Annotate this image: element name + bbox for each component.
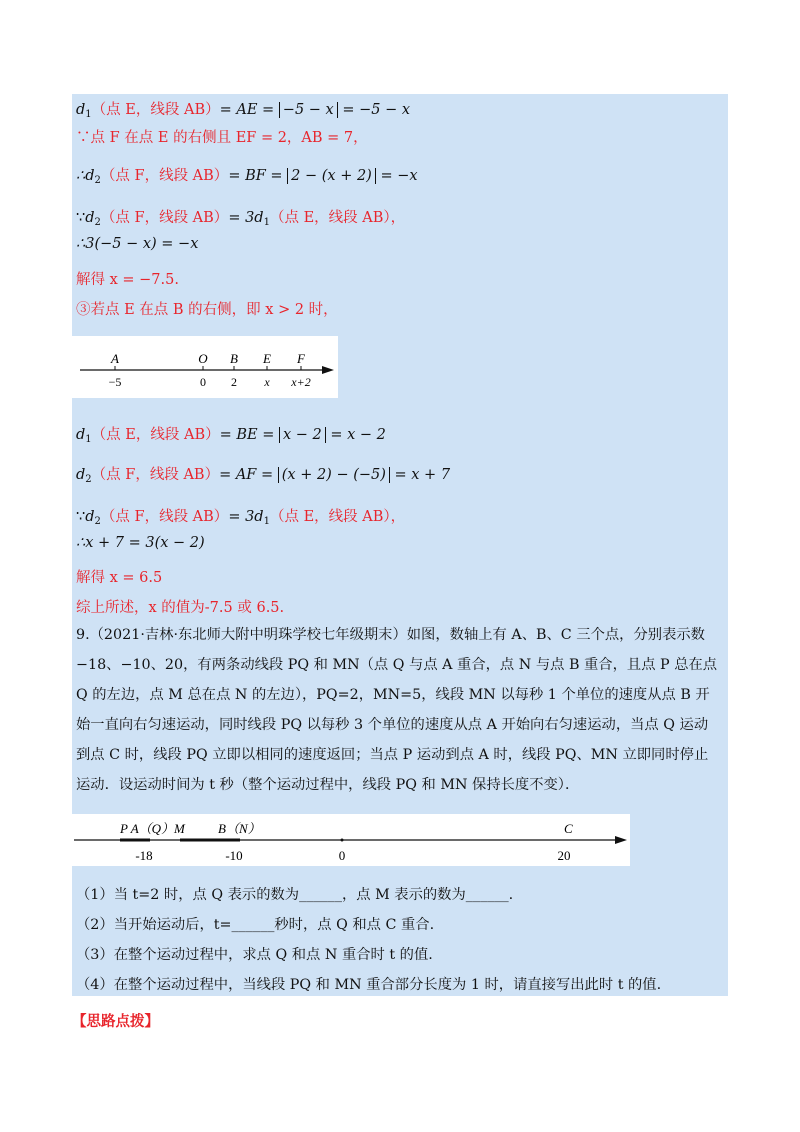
tick-x-plus-2: x+2	[291, 375, 311, 389]
tick-neg10: -10	[225, 848, 243, 863]
number-line-1	[72, 336, 338, 398]
tick-neg5: −5	[108, 375, 122, 389]
therefore-line-1: ∴3(−5 − x) = −x	[76, 236, 199, 252]
label-BN: B（N）	[218, 821, 261, 836]
label-O: O	[198, 351, 208, 366]
label-E: E	[263, 351, 271, 366]
number-line-2	[72, 814, 630, 866]
because-line-1: ∵点 F 在点 E 的右侧且 EF = 2，AB = 7，	[76, 130, 368, 146]
d1-line-a: $d_1$（点 E，线段 AB）= AE = −5 − x = −5 − x	[76, 102, 411, 120]
problem-9-text: 9.（2021·吉林·东北师大附中明珠学校七年级期末）如图，数轴上有 A、B、C 三个点，分别表示数−18、−10、20，有两条动线段 PQ 和 MN（点 Q 与点 A 重合，点 N 与点 B 重合，且点 P 总在点 Q 的左边，点 M 总在点 N 的左边），PQ=2，MN=5，线段 MN 以每秒 1 个单位的速度从点 B 开始一直向右匀速运动，同时线段 PQ 以每秒 3 个单位的速度从点 A 开始向右匀速运动，当点 Q 运动到点 C 时，线段 PQ 立即以相同的速度返回；当点 P 运动到点 A 时，线段 PQ、MN 立即同时停止运动．设运动时间为 t 秒（整个运动过程中，线段 PQ 和 MN 保持长度不变）．	[76, 627, 718, 793]
solve-line-1: 解得 x = −7.5.	[76, 272, 179, 288]
number-line-figure-2	[72, 814, 630, 866]
because-line-2: $\because d_2$（点 F，线段 $AB)= 3d_1$（点 E，线段 AB），	[76, 210, 406, 228]
question-4: （4）在整个运动过程中，当线段 PQ 和 MN 重合部分长度为 1 时，请直接写出此时 t 的值.	[76, 977, 662, 993]
therefore-line-2: ∴x + 7 = 3(x − 2)	[76, 535, 205, 551]
summary-line: 综上所述，x 的值为-7.5 或 6.5.	[76, 600, 285, 616]
case3-line: ③若点 E 在点 B 的右侧，即 x > 2 时，	[76, 302, 338, 318]
label-A: A	[111, 351, 119, 366]
d1-line-b: $d_1$（点 E，线段 AB）= BE = x − 2 = x − 2	[76, 427, 386, 445]
number-line-figure-1	[72, 336, 338, 398]
tick-x: x	[264, 375, 270, 389]
question-2: （2）当开始运动后，t=______秒时，点 Q 和点 C 重合.	[76, 917, 435, 933]
label-B: B	[230, 351, 238, 366]
tick-20: 20	[557, 848, 571, 863]
tick-2: 2	[231, 375, 237, 389]
tick-0: 0	[200, 375, 206, 389]
because-line-3: $\because d_2$（点 F，线段 $AB)= 3d_1$（点 E，线段 AB），	[76, 509, 406, 527]
label-PAQM: P A（Q）M	[120, 821, 185, 836]
tick-neg18: -18	[135, 848, 153, 863]
section-heading: 【思路点拨】	[72, 1014, 159, 1030]
solve-line-2: 解得 x = 6.5	[76, 570, 163, 586]
question-1: （1）当 t=2 时，点 Q 表示的数为______，点 M 表示的数为______.	[76, 887, 514, 903]
label-C: C	[564, 821, 573, 836]
d2-line-b: $d_2$（点 F，线段 AB）= AF = (x + 2) − (−5) = x + 7	[76, 467, 451, 485]
label-F: F	[297, 351, 305, 366]
tick-0-fig2: 0	[338, 848, 346, 863]
d2-line-a: $\therefore d_2$（点 F，线段 AB）= BF = 2 − (x + 2) = −x	[76, 168, 418, 186]
question-3: （3）在整个运动过程中，求点 Q 和点 N 重合时 t 的值.	[76, 947, 433, 963]
